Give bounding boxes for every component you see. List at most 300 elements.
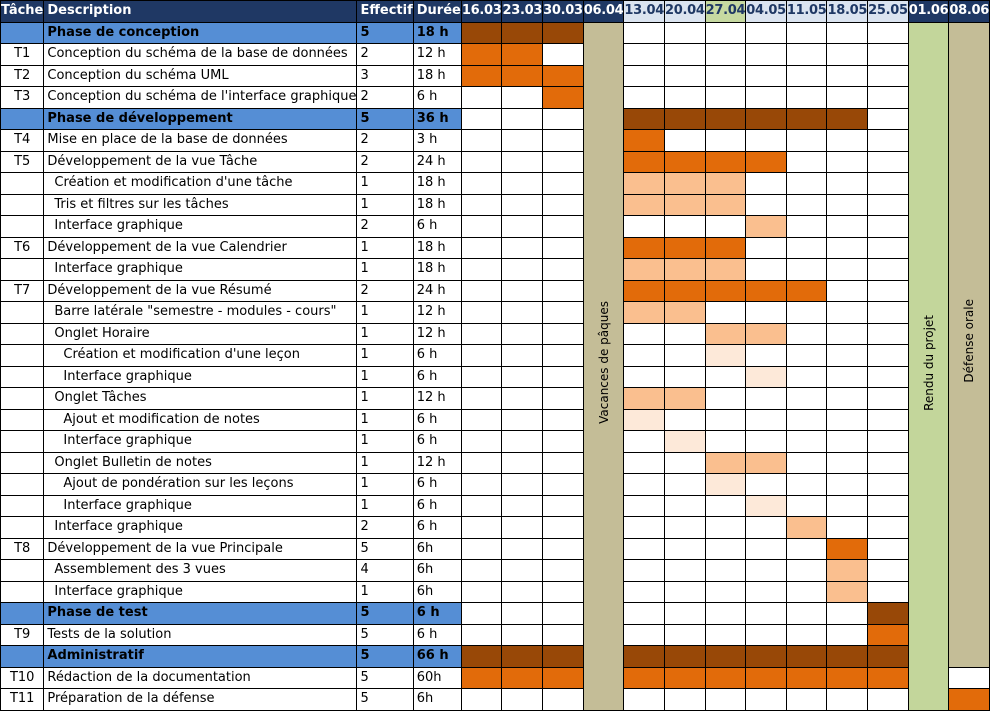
gantt-bar: [461, 646, 502, 668]
gantt-bar: [827, 646, 868, 668]
gantt-cell: [502, 323, 543, 345]
week-header: 27.04: [705, 1, 746, 23]
gantt-bar: [868, 624, 909, 646]
task-row: [1, 173, 990, 195]
gantt-cell: [543, 173, 584, 195]
gantt-cell: [827, 44, 868, 66]
task-effectif: 5: [357, 603, 413, 625]
task-id: [1, 409, 44, 431]
gantt-cell: [502, 581, 543, 603]
gantt-cell: [868, 216, 909, 238]
gantt-bar: [827, 560, 868, 582]
gantt-cell: [543, 409, 584, 431]
task-duree: 6 h: [413, 624, 461, 646]
gantt-cell: [786, 151, 827, 173]
gantt-cell: [543, 452, 584, 474]
task-duree: 6 h: [413, 409, 461, 431]
gantt-cell: [868, 65, 909, 87]
gantt-cell: [868, 22, 909, 44]
gantt-cell: [746, 689, 787, 711]
task-id: T6: [1, 237, 44, 259]
task-id: [1, 560, 44, 582]
task-row: [1, 280, 990, 302]
task-description: Interface graphique: [44, 216, 357, 238]
task-effectif: 5: [357, 667, 413, 689]
task-description: Développement de la vue Calendrier: [44, 237, 357, 259]
task-description: Interface graphique: [44, 431, 357, 453]
task-duree: 24 h: [413, 280, 461, 302]
gantt-cell: [461, 323, 502, 345]
gantt-cell: [664, 323, 705, 345]
gantt-cell: [868, 495, 909, 517]
gantt-cell: [868, 173, 909, 195]
gantt-cell: [827, 280, 868, 302]
gantt-cell: [461, 409, 502, 431]
gantt-bar: [705, 452, 746, 474]
vacances-marker: [583, 22, 624, 710]
gantt-cell: [461, 431, 502, 453]
task-id: [1, 431, 44, 453]
gantt-cell: [705, 689, 746, 711]
gantt-cell: [543, 259, 584, 281]
gantt-cell: [746, 431, 787, 453]
task-description: Préparation de la défense: [44, 689, 357, 711]
gantt-cell: [664, 603, 705, 625]
task-id: T11: [1, 689, 44, 711]
gantt-cell: [786, 452, 827, 474]
task-duree: 6 h: [413, 495, 461, 517]
gantt-cell: [746, 259, 787, 281]
task-row: [1, 44, 990, 66]
gantt-cell: [786, 388, 827, 410]
gantt-bar: [664, 388, 705, 410]
gantt-cell: [746, 65, 787, 87]
gantt-bar: [705, 237, 746, 259]
task-description: Phase de développement: [44, 108, 357, 130]
task-effectif: 1: [357, 388, 413, 410]
task-row: [1, 667, 990, 689]
week-header: 06.04: [583, 1, 624, 23]
gantt-bar: [949, 689, 990, 711]
gantt-bar: [746, 108, 787, 130]
gantt-bar: [664, 667, 705, 689]
gantt-cell: [461, 237, 502, 259]
task-effectif: 1: [357, 302, 413, 324]
gantt-cell: [827, 517, 868, 539]
gantt-cell: [868, 366, 909, 388]
gantt-cell: [461, 624, 502, 646]
task-row: [1, 259, 990, 281]
task-description: Ajout et modification de notes: [44, 409, 357, 431]
gantt-cell: [705, 130, 746, 152]
gantt-bar: [786, 108, 827, 130]
gantt-bar: [624, 237, 665, 259]
gantt-bar: [624, 151, 665, 173]
gantt-cell: [705, 409, 746, 431]
gantt-cell: [461, 216, 502, 238]
gantt-cell: [827, 388, 868, 410]
gantt-bar: [664, 431, 705, 453]
gantt-cell: [543, 44, 584, 66]
gantt-cell: [705, 517, 746, 539]
task-duree: 12 h: [413, 452, 461, 474]
task-id: T3: [1, 87, 44, 109]
gantt-cell: [827, 65, 868, 87]
gantt-bar: [461, 667, 502, 689]
gantt-cell: [786, 624, 827, 646]
gantt-cell: [705, 87, 746, 109]
gantt-bar: [705, 173, 746, 195]
task-description: Création et modification d'une tâche: [44, 173, 357, 195]
gantt-bar: [664, 237, 705, 259]
task-id: [1, 194, 44, 216]
gantt-cell: [868, 538, 909, 560]
gantt-cell: [868, 388, 909, 410]
task-duree: 6 h: [413, 216, 461, 238]
gantt-cell: [786, 194, 827, 216]
gantt-bar: [502, 646, 543, 668]
gantt-cell: [827, 216, 868, 238]
task-row: [1, 87, 990, 109]
header-task: Tâche: [1, 1, 44, 23]
gantt-cell: [868, 280, 909, 302]
header-row: [1, 1, 990, 23]
task-effectif: 1: [357, 409, 413, 431]
gantt-cell: [868, 130, 909, 152]
gantt-bar: [502, 667, 543, 689]
gantt-cell: [786, 538, 827, 560]
gantt-cell: [786, 87, 827, 109]
gantt-cell: [502, 87, 543, 109]
gantt-cell: [786, 323, 827, 345]
task-duree: 12 h: [413, 44, 461, 66]
task-id: T5: [1, 151, 44, 173]
task-id: [1, 259, 44, 281]
task-id: T1: [1, 44, 44, 66]
task-effectif: 2: [357, 280, 413, 302]
gantt-cell: [786, 431, 827, 453]
gantt-cell: [786, 560, 827, 582]
task-duree: 18 h: [413, 194, 461, 216]
task-duree: 6h: [413, 538, 461, 560]
task-description: Interface graphique: [44, 259, 357, 281]
gantt-cell: [502, 259, 543, 281]
task-id: [1, 603, 44, 625]
gantt-cell: [461, 560, 502, 582]
task-row: [1, 517, 990, 539]
task-id: [1, 452, 44, 474]
gantt-bar: [624, 409, 665, 431]
gantt-bar: [827, 667, 868, 689]
gantt-cell: [624, 474, 665, 496]
gantt-cell: [786, 22, 827, 44]
task-duree: 6 h: [413, 603, 461, 625]
gantt-cell: [786, 130, 827, 152]
gantt-cell: [624, 431, 665, 453]
task-description: Mise en place de la base de données: [44, 130, 357, 152]
gantt-bar: [705, 474, 746, 496]
gantt-cell: [705, 44, 746, 66]
gantt-cell: [461, 581, 502, 603]
gantt-cell: [502, 216, 543, 238]
task-duree: 18 h: [413, 65, 461, 87]
gantt-bar: [827, 108, 868, 130]
gantt-bar: [461, 22, 502, 44]
gantt-cell: [461, 151, 502, 173]
gantt-bar: [461, 44, 502, 66]
task-description: Assemblement des 3 vues: [44, 560, 357, 582]
gantt-cell: [746, 237, 787, 259]
gantt-bar: [543, 646, 584, 668]
gantt-bar: [868, 603, 909, 625]
gantt-cell: [786, 259, 827, 281]
gantt-cell: [543, 151, 584, 173]
task-row: [1, 581, 990, 603]
task-description: Phase de test: [44, 603, 357, 625]
task-duree: 6 h: [413, 517, 461, 539]
gantt-bar: [746, 323, 787, 345]
gantt-cell: [746, 581, 787, 603]
gantt-cell: [827, 22, 868, 44]
gantt-cell: [827, 87, 868, 109]
gantt-cell: [461, 87, 502, 109]
gantt-bar: [705, 345, 746, 367]
task-duree: 6 h: [413, 431, 461, 453]
gantt-bar: [664, 194, 705, 216]
gantt-cell: [461, 259, 502, 281]
task-row: [1, 366, 990, 388]
gantt-cell: [624, 581, 665, 603]
gantt-cell: [705, 302, 746, 324]
gantt-cell: [624, 22, 665, 44]
gantt-cell: [664, 345, 705, 367]
gantt-cell: [746, 302, 787, 324]
week-header: 16.03: [461, 1, 502, 23]
gantt-bar: [746, 151, 787, 173]
gantt-cell: [827, 130, 868, 152]
task-duree: 6 h: [413, 87, 461, 109]
gantt-cell: [664, 65, 705, 87]
gantt-cell: [502, 130, 543, 152]
gantt-bar: [664, 646, 705, 668]
gantt-cell: [543, 345, 584, 367]
task-id: [1, 517, 44, 539]
task-effectif: 1: [357, 431, 413, 453]
gantt-cell: [705, 431, 746, 453]
task-duree: 24 h: [413, 151, 461, 173]
task-id: T10: [1, 667, 44, 689]
gantt-bar: [868, 667, 909, 689]
gantt-cell: [746, 22, 787, 44]
task-duree: 18 h: [413, 173, 461, 195]
gantt-cell: [868, 689, 909, 711]
task-row: [1, 431, 990, 453]
gantt-cell: [624, 345, 665, 367]
task-id: T9: [1, 624, 44, 646]
gantt-bar: [624, 388, 665, 410]
task-effectif: 1: [357, 194, 413, 216]
gantt-cell: [746, 517, 787, 539]
task-effectif: 1: [357, 345, 413, 367]
task-id: [1, 323, 44, 345]
task-description: Ajout de pondération sur les leçons: [44, 474, 357, 496]
task-description: Conception du schéma UML: [44, 65, 357, 87]
gantt-cell: [746, 345, 787, 367]
gantt-bar: [868, 646, 909, 668]
gantt-bar: [502, 65, 543, 87]
gantt-cell: [543, 431, 584, 453]
gantt-cell: [664, 22, 705, 44]
gantt-cell: [664, 560, 705, 582]
task-id: T4: [1, 130, 44, 152]
gantt-cell: [786, 216, 827, 238]
gantt-cell: [664, 538, 705, 560]
gantt-cell: [827, 323, 868, 345]
task-id: [1, 173, 44, 195]
gantt-cell: [624, 560, 665, 582]
gantt-cell: [664, 581, 705, 603]
gantt-bar: [786, 280, 827, 302]
gantt-cell: [502, 495, 543, 517]
phase-row: [1, 22, 990, 44]
task-id: [1, 216, 44, 238]
gantt-cell: [827, 259, 868, 281]
task-id: [1, 474, 44, 496]
gantt-cell: [786, 173, 827, 195]
phase-row: [1, 603, 990, 625]
task-id: [1, 581, 44, 603]
gantt-cell: [868, 44, 909, 66]
week-header: 18.05: [827, 1, 868, 23]
gantt-cell: [502, 108, 543, 130]
gantt-cell: [868, 194, 909, 216]
task-row: [1, 65, 990, 87]
task-effectif: 2: [357, 151, 413, 173]
defense-marker: [949, 22, 990, 667]
gantt-cell: [868, 431, 909, 453]
task-duree: 60h: [413, 667, 461, 689]
task-description: Tris et filtres sur les tâches: [44, 194, 357, 216]
gantt-cell: [827, 624, 868, 646]
task-effectif: 2: [357, 130, 413, 152]
task-row: [1, 689, 990, 711]
gantt-cell: [868, 474, 909, 496]
gantt-cell: [543, 130, 584, 152]
task-effectif: 5: [357, 538, 413, 560]
gantt-bar: [543, 667, 584, 689]
task-id: T2: [1, 65, 44, 87]
gantt-bar: [624, 194, 665, 216]
gantt-cell: [624, 216, 665, 238]
task-effectif: 1: [357, 581, 413, 603]
gantt-cell: [664, 689, 705, 711]
gantt-cell: [664, 87, 705, 109]
gantt-bar: [664, 173, 705, 195]
gantt-cell: [786, 495, 827, 517]
gantt-cell: [746, 44, 787, 66]
gantt-cell: [502, 388, 543, 410]
gantt-cell: [786, 65, 827, 87]
gantt-cell: [461, 173, 502, 195]
task-description: Développement de la vue Résumé: [44, 280, 357, 302]
gantt-cell: [827, 495, 868, 517]
week-header: 25.05: [868, 1, 909, 23]
gantt-cell: [827, 366, 868, 388]
task-row: [1, 560, 990, 582]
task-duree: 3 h: [413, 130, 461, 152]
week-header: 08.06: [949, 1, 990, 23]
gantt-bar: [746, 216, 787, 238]
gantt-cell: [827, 302, 868, 324]
gantt-cell: [624, 323, 665, 345]
gantt-bar: [827, 538, 868, 560]
gantt-cell: [827, 409, 868, 431]
gantt-bar: [624, 667, 665, 689]
gantt-cell: [827, 603, 868, 625]
gantt-cell: [868, 345, 909, 367]
task-effectif: 5: [357, 646, 413, 668]
gantt-cell: [624, 517, 665, 539]
task-row: [1, 237, 990, 259]
gantt-bar: [543, 22, 584, 44]
task-duree: 6h: [413, 560, 461, 582]
gantt-bar: [705, 151, 746, 173]
gantt-cell: [543, 581, 584, 603]
gantt-cell: [543, 302, 584, 324]
gantt-cell: [786, 345, 827, 367]
gantt-bar: [827, 581, 868, 603]
gantt-cell: [502, 517, 543, 539]
gantt-cell: [868, 302, 909, 324]
gantt-bar: [746, 366, 787, 388]
task-description: Interface graphique: [44, 495, 357, 517]
task-description: Développement de la vue Principale: [44, 538, 357, 560]
task-row: [1, 345, 990, 367]
gantt-cell: [461, 474, 502, 496]
task-row: [1, 409, 990, 431]
gantt-cell: [624, 87, 665, 109]
gantt-cell: [827, 237, 868, 259]
gantt-cell: [868, 409, 909, 431]
gantt-cell: [502, 624, 543, 646]
gantt-cell: [664, 409, 705, 431]
gantt-bar: [746, 452, 787, 474]
task-description: Onglet Bulletin de notes: [44, 452, 357, 474]
gantt-cell: [827, 474, 868, 496]
gantt-cell: [502, 452, 543, 474]
gantt-cell: [705, 581, 746, 603]
gantt-cell: [502, 345, 543, 367]
phase-row: [1, 646, 990, 668]
gantt-cell: [461, 538, 502, 560]
gantt-cell: [705, 216, 746, 238]
defense-label: Défense orale: [962, 299, 977, 383]
gantt-cell: [827, 689, 868, 711]
gantt-cell: [461, 366, 502, 388]
task-description: Création et modification d'une leçon: [44, 345, 357, 367]
header-description: Description: [44, 1, 357, 23]
gantt-cell: [746, 130, 787, 152]
task-duree: 18 h: [413, 259, 461, 281]
gantt-bar: [705, 259, 746, 281]
gantt-bar: [664, 151, 705, 173]
gantt-bar: [624, 646, 665, 668]
gantt-bar: [786, 667, 827, 689]
gantt-cell: [827, 173, 868, 195]
gantt-bar: [746, 280, 787, 302]
gantt-cell: [664, 44, 705, 66]
task-row: [1, 302, 990, 324]
